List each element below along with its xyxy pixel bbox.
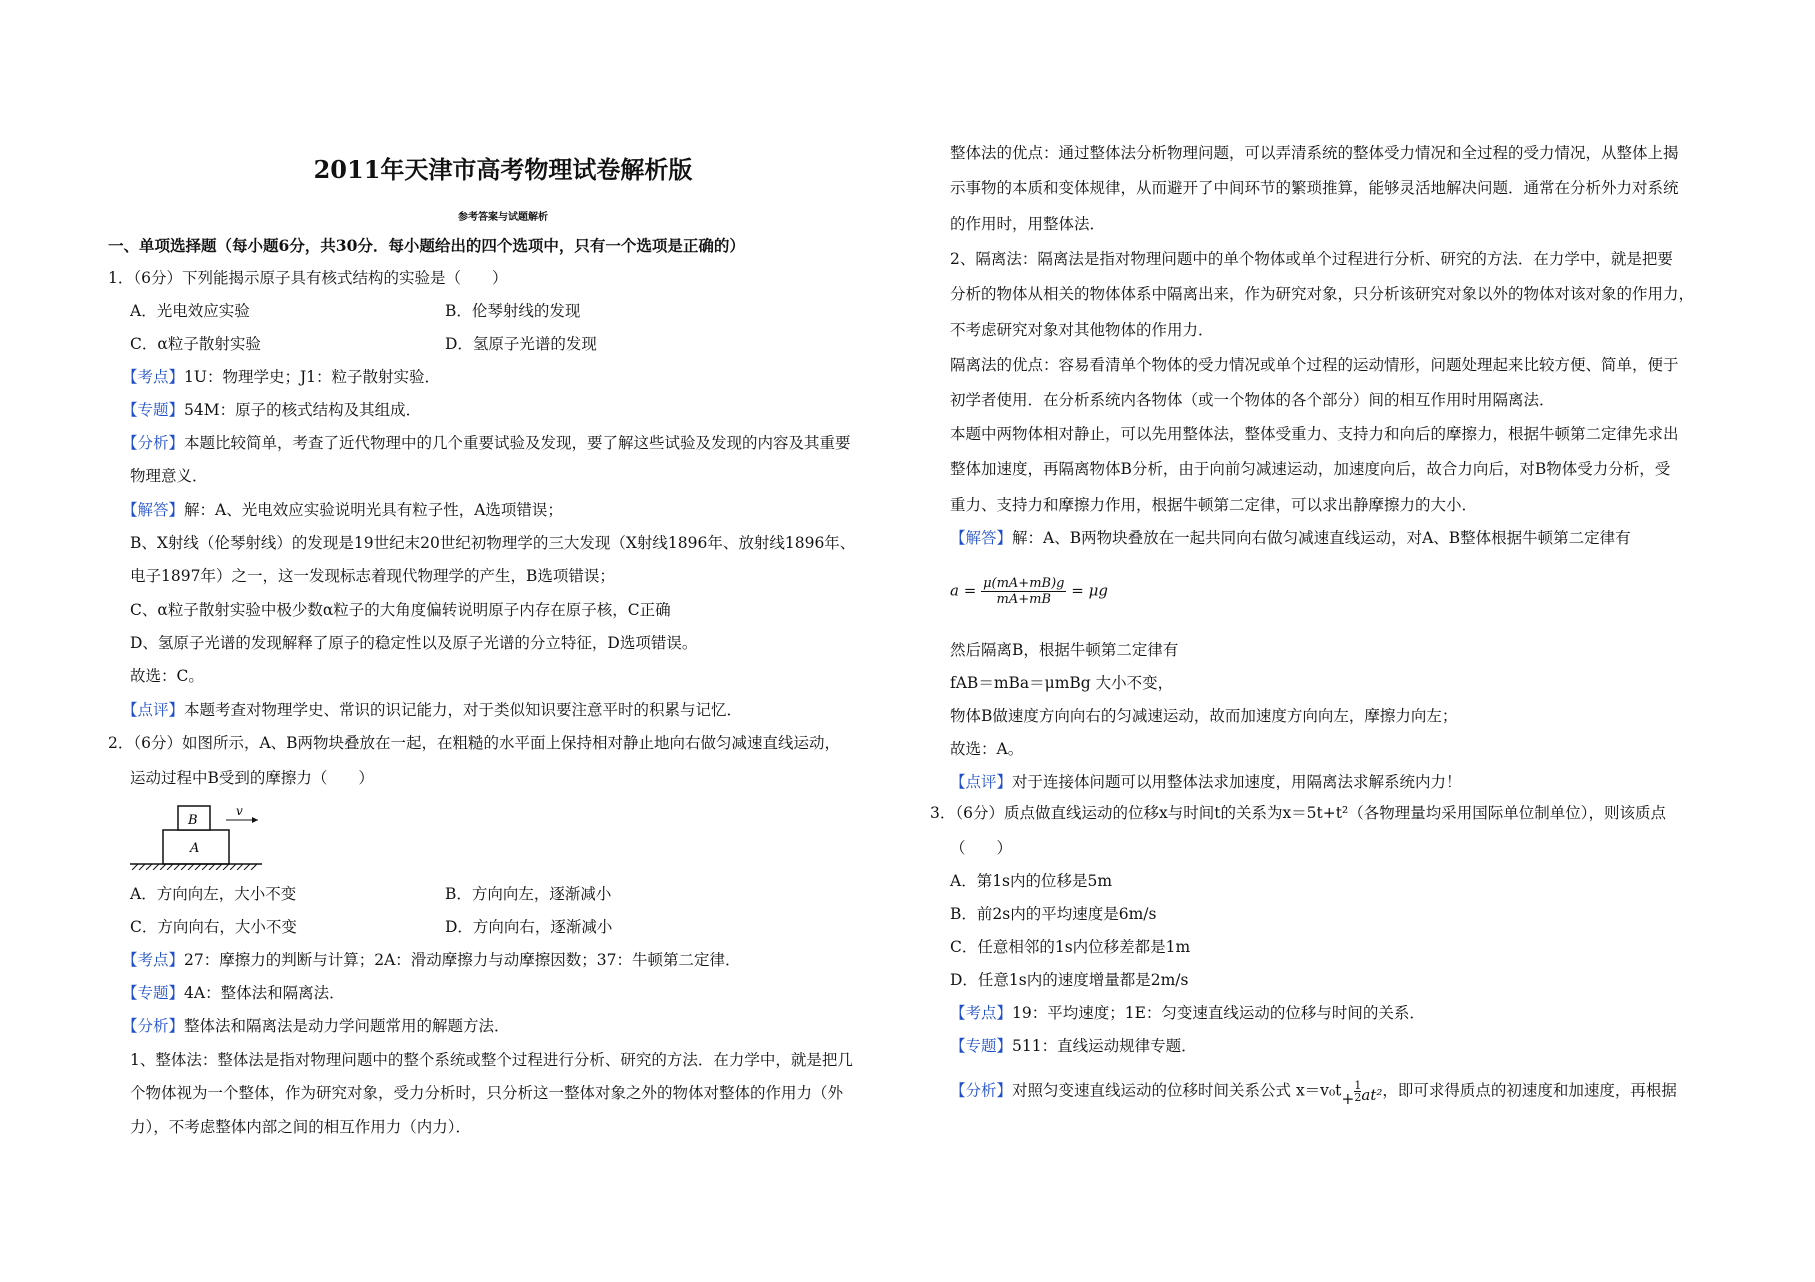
q3-kaodian — [950, 1003, 1425, 1023]
q3-option-b: B．前2s内的平均速度是6m/s — [950, 905, 1157, 923]
q3-fenxi-fraction-num: 1 — [1354, 1079, 1362, 1092]
q3-fenxi-text-a: 对照匀变速直线运动的位移时间关系公式 x＝v₀t — [1012, 1081, 1342, 1100]
page-subtitle: 参考答案与试题解析 — [458, 212, 548, 223]
q1-option-b: B．伦琴射线的发现 — [445, 302, 581, 320]
q1-kaodian-tag: 【考点】 — [122, 368, 185, 386]
q1-option-c: C．α粒子散射实验 — [130, 335, 261, 353]
q1-jieda-text-3: 电子1897年）之一，这一发现标志着现代物理学的产生，B选项错误； — [130, 567, 615, 585]
q3-fenxi-text-b: ，即可求得质点的初速度和加速度，再根据 — [1382, 1081, 1677, 1100]
q1-dianping-text: 本题考查对物理学史、常识的识记能力，对于类似知识要注意平时的积累与记忆． — [184, 701, 743, 719]
q2-right-line-3: 的作用时，用整体法． — [950, 215, 1106, 233]
q2-stem-2: 运动过程中B受到的摩擦力（ ） — [130, 769, 374, 787]
formula-fraction — [981, 576, 1066, 607]
formula-numerator: μ(mA+mB)g — [983, 576, 1065, 591]
q2-right-line-10: 整体加速度，再隔离物体B分析，由于向前匀减速运动，加速度向后，故合力向后，对B物体受力分析，受 — [950, 460, 1671, 478]
label-v: v — [236, 804, 243, 818]
q1-stem: 1．（6分）下列能揭示原子具有核式结构的实验是（ ） — [108, 269, 508, 287]
q1-jieda — [122, 500, 563, 520]
q3-stem-1: 3．（6分）质点做直线运动的位移x与时间t的关系为x＝5t+t²（各物理量均采用国际单位制单位），则该质点 — [930, 804, 1666, 822]
q1-fenxi-text-2: 物理意义． — [130, 467, 208, 485]
formula-lhs: a = — [950, 581, 977, 600]
q2-fenxi — [122, 1016, 510, 1036]
q3-fenxi-plus: + — [1341, 1089, 1355, 1108]
q1-jieda-text-4: C、α粒子散射实验中极少数α粒子的大角度偏转说明原子内存在原子核，C正确 — [130, 601, 671, 619]
q3-fenxi-tag: 【分析】 — [950, 1081, 1013, 1100]
label-a: A — [190, 841, 200, 856]
q1-jieda-tag: 【解答】 — [122, 501, 185, 519]
q2-zhuanti — [122, 983, 345, 1003]
q1-option-a: A．光电效应实验 — [130, 302, 250, 320]
q2-option-a: A．方向向左，大小不变 — [130, 885, 297, 903]
q2-zhuanti-tag: 【专题】 — [122, 984, 185, 1002]
q2-dianping-text: 对于连接体问题可以用整体法求加速度，用隔离法求解系统内力！ — [1012, 773, 1462, 791]
q2-right-line-8: 初学者使用．在分析系统内各物体（或一个物体的各个部分）间的相互作用时用隔离法． — [950, 391, 1555, 409]
q1-fenxi — [122, 433, 851, 453]
q1-zhuanti-text: 54M：原子的核式结构及其组成． — [184, 401, 422, 419]
q2-kaodian — [122, 950, 741, 970]
q3-zhuanti — [950, 1036, 1197, 1056]
q2-right-line-4: 2、隔离法：隔离法是指对物理问题中的单个物体或单个过程进行分析、研究的方法．在力学中，就是把要 — [950, 250, 1673, 268]
ground-hatching — [132, 864, 257, 870]
q3-fenxi-at2: at² — [1361, 1085, 1383, 1104]
q1-dianping-tag: 【点评】 — [122, 701, 185, 719]
q2-step-1: 然后隔离B，根据牛顿第二定律有 — [950, 641, 1179, 659]
q1-jieda-text-1: 解：A、光电效应实验说明光具有粒子性，A选项错误； — [184, 501, 563, 519]
q2-figure — [130, 800, 270, 870]
q2-right-line-2: 示事物的本质和变体规律，从而避开了中间环节的繁琐推算，能够灵活地解决问题．通常在分析外力对系统 — [950, 179, 1679, 197]
q2-option-b: B．方向向左，逐渐减小 — [445, 885, 612, 903]
q2-right-line-5: 分析的物体从相关的物体体系中隔离出来，作为研究对象，只分析该研究对象以外的物体对该对象的作用力， — [950, 285, 1695, 303]
q2-fenxi-tag: 【分析】 — [122, 1017, 185, 1035]
q2-paragraph-1: 1、整体法：整体法是指对物理问题中的整个系统或整个过程进行分析、研究的方法．在力学中，就是把几 — [130, 1051, 853, 1069]
q3-stem-2: （ ） — [950, 839, 1013, 857]
q2-right-line-7: 隔离法的优点：容易看清单个物体的受力情况或单个过程的运动情形，问题处理起来比较方便、简单，便于 — [950, 356, 1679, 374]
q2-fenxi-text: 整体法和隔离法是动力学问题常用的解题方法． — [184, 1017, 510, 1035]
q1-fenxi-tag: 【分析】 — [122, 434, 185, 452]
q2-step-3: 物体B做速度方向向右的匀减速运动，故而加速度方向向左，摩擦力向左； — [950, 707, 1458, 725]
q2-right-line-1: 整体法的优点：通过整体法分析物理问题，可以弄清系统的整体受力情况和全过程的受力情况，从整体上揭 — [950, 144, 1679, 162]
q1-answer: 故选：C。 — [130, 667, 204, 685]
q2-formula — [950, 576, 1108, 607]
q1-jieda-text-5: D、氢原子光谱的发现解释了原子的稳定性以及原子光谱的分立特征，D选项错误。 — [130, 634, 698, 652]
q3-option-a: A．第1s内的位移是5m — [950, 872, 1113, 890]
label-b: B — [188, 813, 198, 828]
q2-right-line-6: 不考虑研究对象对其他物体的作用力． — [950, 321, 1214, 339]
q2-kaodian-tag: 【考点】 — [122, 951, 185, 969]
q1-option-d: D．氢原子光谱的发现 — [445, 335, 597, 353]
q1-zhuanti-tag: 【专题】 — [122, 401, 185, 419]
q1-fenxi-text-1: 本题比较简单，考查了近代物理中的几个重要试验及发现，要了解这些试验及发现的内容及其重要 — [184, 434, 851, 452]
q1-jieda-text-2: B、X射线（伦琴射线）的发现是19世纪末20世纪初物理学的三大发现（X射线1896年、放射线1896年、 — [130, 534, 856, 552]
q1-dianping — [122, 700, 742, 720]
q2-kaodian-text: 27：摩擦力的判断与计算；2A：滑动摩擦力与动摩擦因数；37：牛顿第二定律． — [184, 951, 741, 969]
q2-option-d: D．方向向右，逐渐减小 — [445, 918, 613, 936]
page-title: 2011年天津市高考物理试卷解析版 — [313, 155, 693, 184]
q2-jieda — [950, 528, 1631, 548]
q3-fenxi — [950, 1079, 1677, 1108]
q2-option-c: C．方向向右，大小不变 — [130, 918, 297, 936]
section-heading: 一、单项选择题（每小题6分，共30分．每小题给出的四个选项中，只有一个选项是正确的） — [108, 236, 745, 255]
formula-rhs: = μg — [1071, 581, 1108, 600]
formula-denominator: mA+mB — [996, 592, 1052, 607]
q3-zhuanti-text: 511：直线运动规律专题． — [1012, 1037, 1197, 1055]
q2-step-2: fAB＝mBa＝μmBg 大小不变， — [950, 674, 1174, 692]
q2-paragraph-3: 力），不考虑整体内部之间的相互作用力（内力）． — [130, 1118, 472, 1136]
q1-kaodian-text: 1U：物理学史；J1：粒子散射实验． — [184, 368, 441, 386]
q2-stem-1: 2．（6分）如图所示，A、B两物块叠放在一起，在粗糙的水平面上保持相对静止地向右做匀减速直线运动， — [108, 734, 841, 752]
q3-zhuanti-tag: 【专题】 — [950, 1037, 1013, 1055]
q3-option-d: D．任意1s内的速度增量都是2m/s — [950, 971, 1189, 989]
q2-jieda-tag: 【解答】 — [950, 529, 1013, 547]
q3-kaodian-text: 19：平均速度；1E：匀变速直线运动的位移与时间的关系． — [1012, 1004, 1425, 1022]
q3-kaodian-tag: 【考点】 — [950, 1004, 1013, 1022]
arrow-head-icon — [252, 817, 258, 823]
q2-dianping-tag: 【点评】 — [950, 773, 1013, 791]
q2-zhuanti-text: 4A：整体法和隔离法． — [184, 984, 345, 1002]
q3-option-c: C．任意相邻的1s内位移差都是1m — [950, 938, 1191, 956]
q2-dianping — [950, 772, 1462, 792]
q2-right-line-9: 本题中两物体相对静止，可以先用整体法，整体受重力、支持力和向后的摩擦力，根据牛顿第二定律先求出 — [950, 425, 1679, 443]
q2-right-line-11: 重力、支持力和摩擦力作用，根据牛顿第二定律，可以求出静摩擦力的大小． — [950, 496, 1478, 514]
q3-fenxi-fraction-den: 2 — [1354, 1091, 1362, 1104]
q2-answer: 故选：A。 — [950, 740, 1024, 758]
q2-jieda-text: 解：A、B两物块叠放在一起共同向右做匀减速直线运动，对A、B整体根据牛顿第二定律有 — [1012, 529, 1631, 547]
q1-zhuanti — [122, 400, 421, 420]
q2-paragraph-2: 个物体视为一个整体，作为研究对象，受力分析时，只分析这一整体对象之外的物体对整体的作用力（外 — [130, 1084, 844, 1102]
q1-kaodian — [122, 367, 440, 387]
